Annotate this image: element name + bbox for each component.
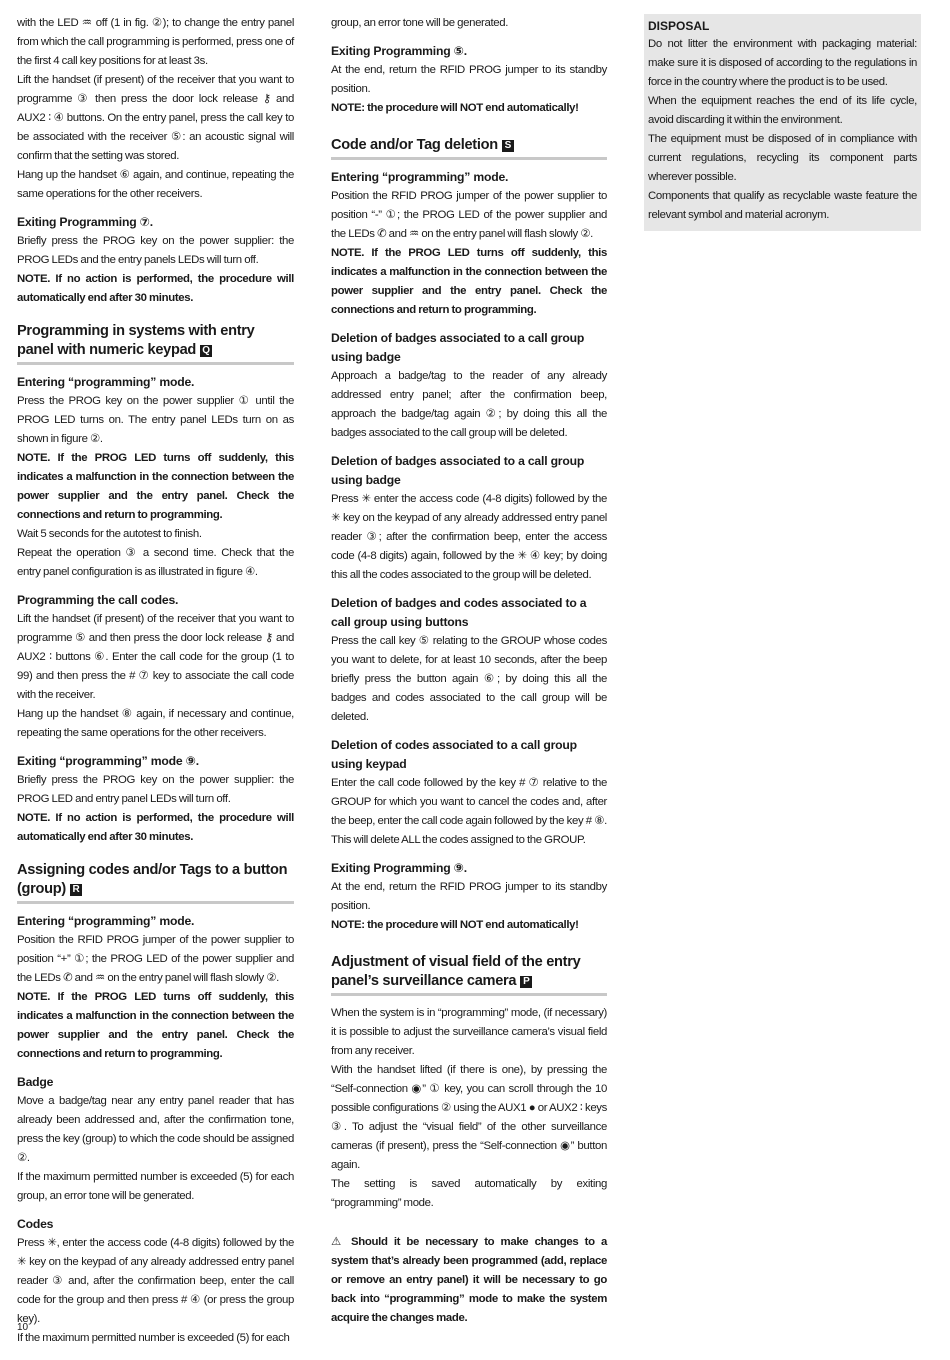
disposal-title: DISPOSAL — [648, 19, 710, 33]
warning-note: ⚠ Should it be necessary to make changes to a system that’s already been programmed (add, replace or remove an entry panel) it will be necessary to go back into “programming” mode to make the system acquire the changes made. — [331, 1236, 607, 1324]
subheading: Entering “programming” mode. — [331, 170, 509, 184]
paragraph: Press the PROG key on the power supplier ① until the PROG LED turns on. The entry panel LEDs turn on as shown in figure ②. — [17, 395, 294, 445]
section-tag: R — [70, 884, 82, 896]
section-heading-text: Assigning codes and/or Tags to a button (group) — [17, 862, 288, 897]
paragraph: Lift the handset (if present) of the receiver that you want to programme ⑤ and then press the door lock release ⚷ and AUX2 ∶ buttons ⑥. Enter the call code for the group (1 to 99) and then press the # ⑦ key to associate the call code with the receiver. — [17, 613, 294, 701]
subheading: Deletion of codes associated to a call group using keypad — [331, 738, 577, 771]
paragraph: Press ✳ enter the access code (4-8 digits) followed by the ✳ key on the keypad of any already addressed entry panel reader ③; after the confirmation beep, enter the access code (4-8 digits) again, followed by the ✳ ④ key; by doing this all the codes associated to the group will be deleted. — [331, 493, 607, 581]
paragraph: Briefly press the PROG key on the power supplier: the PROG LED and entry panel LEDs will turn off. — [17, 774, 294, 805]
column-right — [644, 14, 921, 231]
section-heading — [17, 322, 294, 365]
note: NOTE. If the PROG LED turns off suddenly, this indicates a malfunction in the connection between the power supplier and the entry panel. Check the connections and return to programming. — [17, 452, 294, 521]
subheading: Exiting Programming ⑦. — [17, 215, 153, 229]
section-heading — [17, 861, 294, 904]
paragraph: The setting is saved automatically by exiting “programming” mode. — [331, 1178, 607, 1209]
note: NOTE. If no action is performed, the procedure will automatically end after 30 minutes. — [17, 273, 294, 304]
subheading: Exiting “programming” mode ⑨. — [17, 754, 199, 768]
paragraph: Repeat the operation ③ a second time. Check that the entry panel configuration is as illustrated in figure ④. — [17, 547, 294, 578]
paragraph: If the maximum permitted number is exceeded (5) for each group, an error tone will be generated. — [17, 1171, 294, 1202]
paragraph: Press ✳, enter the access code (4-8 digits) followed by the ✳ key on the keypad of any already addressed entry panel reader ③ and, after the confirmation beep, enter the call code for the group and then press # ④ (or press the group key). — [17, 1237, 294, 1325]
subheading: Badge — [17, 1075, 54, 1089]
paragraph: Wait 5 seconds for the autotest to finish. — [17, 528, 202, 540]
section-heading — [331, 953, 607, 996]
paragraph: Approach a badge/tag to the reader of any already addressed entry panel; after the confirmation beep, approach the badge/tag again ②; by doing this all the badges associated to the call group will be deleted. — [331, 370, 607, 439]
subheading: Codes — [17, 1217, 54, 1231]
note: NOTE. If the PROG LED turns off suddenly, this indicates a malfunction in the connection between the power supplier and the entry panel. Check the connections and return to programming. — [331, 247, 607, 316]
column-middle — [331, 14, 607, 1328]
paragraph: When the system is in “programming” mode, (if necessary) it is possible to adjust the surveillance camera’s visual field from any receiver. — [331, 1007, 607, 1057]
note: NOTE. If the PROG LED turns off suddenly, this indicates a malfunction in the connection between the power supplier and the entry panel. Check the connections and return to programming. — [17, 991, 294, 1060]
section-tag: Q — [200, 345, 212, 357]
note: NOTE: the procedure will NOT end automatically! — [331, 919, 579, 931]
paragraph: Briefly press the PROG key on the power supplier: the PROG LEDs and the entry panels LEDs will turn off. — [17, 235, 294, 266]
paragraph: Hang up the handset ⑧ again, if necessary and continue, repeating the same operations for the other receivers. — [17, 708, 294, 739]
paragraph: Enter the call code followed by the key # ⑦ relative to the GROUP for which you want to cancel the codes and, after the beep, enter the call code again followed by the key # ⑧. This will delete ALL the codes assigned to the GROUP. — [331, 777, 607, 846]
subheading: Programming the call codes. — [17, 593, 179, 607]
subheading: Deletion of badges associated to a call group using badge — [331, 331, 585, 364]
subheading: Deletion of badges associated to a call group using badge — [331, 454, 585, 487]
paragraph: Press the call key ⑤ relating to the GROUP whose codes you want to delete, for at least 10 seconds, after the beep briefly press the button again ⑥; by doing this all the badges and codes associated to the call group will be deleted. — [331, 635, 607, 723]
note: NOTE. If no action is performed, the procedure will automatically end after 30 minutes. — [17, 812, 294, 843]
paragraph: At the end, return the RFID PROG jumper to its standby position. — [331, 881, 607, 912]
subheading: Entering “programming” mode. — [17, 375, 195, 389]
paragraph: With the handset lifted (if there is one), by pressing the “Self-connection ◉” ① key, you can scroll through the 10 possible configurations ② using the AUX1 ● or AUX2 ∶ keys ③. To adjust the “visual field” of the other surveillance cameras (if present), press the “Self-connection ◉” button again. — [331, 1064, 607, 1171]
paragraph: Hang up the handset ⑥ again, and continue, repeating the same operations for the other receivers. — [17, 169, 294, 200]
subheading: Deletion of badges and codes associated to a call group using buttons — [331, 596, 587, 629]
paragraph: with the LED ♒ off (1 in fig. ②); to change the entry panel from which the call programming is performed, press one of the first 4 call key positions for at least 3s. — [17, 17, 294, 67]
paragraph: The equipment must be disposed of in compliance with current regulations, recycling its component parts wherever possible. — [648, 133, 917, 183]
disposal-box — [644, 14, 921, 231]
paragraph: Lift the handset (if present) of the receiver that you want to programme ③ then press the door lock release ⚷ and AUX2 ∶ ④ buttons. On the entry panel, press the call key to be associated with the receiver ⑤: an acoustic signal will confirm that the setting was stored. — [17, 74, 294, 162]
section-tag: P — [520, 976, 532, 988]
subheading: Entering “programming” mode. — [17, 914, 195, 928]
subheading: Exiting Programming ⑤. — [331, 44, 467, 58]
paragraph: Components that qualify as recyclable waste feature the relevant symbol and material acronym. — [648, 190, 917, 221]
paragraph: If the maximum permitted number is exceeded (5) for each — [17, 1332, 290, 1344]
subheading: Exiting Programming ⑨. — [331, 861, 467, 875]
paragraph: group, an error tone will be generated. — [331, 17, 509, 29]
section-heading-text: Programming in systems with entry panel with numeric keypad — [17, 323, 255, 358]
page-number: 10 — [17, 1322, 29, 1333]
paragraph: Do not litter the environment with packaging material: make sure it is disposed of according to the regulations in force in the country where the product is to be used. — [648, 38, 917, 88]
paragraph: At the end, return the RFID PROG jumper to its standby position. — [331, 64, 607, 95]
paragraph: Position the RFID PROG jumper of the power supplier to position “+” ①; the PROG LED of the power supplier and the LEDs ✆ and ♒ on the entry panel will flash slowly ②. — [17, 934, 294, 984]
section-heading-text: Code and/or Tag deletion — [331, 137, 498, 153]
section-tag: S — [502, 140, 514, 152]
column-left — [17, 14, 294, 1348]
paragraph: Move a badge/tag near any entry panel reader that has already been addressed and, after the confirmation tone, press the key (group) to which the code should be assigned ②. — [17, 1095, 294, 1164]
section-heading-text: Adjustment of visual field of the entry panel’s surveillance camera — [331, 954, 581, 989]
note: NOTE: the procedure will NOT end automatically! — [331, 102, 579, 114]
paragraph: When the equipment reaches the end of its life cycle, avoid discarding it within the environment. — [648, 95, 917, 126]
paragraph: Position the RFID PROG jumper of the power supplier to position “-” ①; the PROG LED of the power supplier and the LEDs ✆ and ♒ on the entry panel will flash slowly ②. — [331, 190, 607, 240]
section-heading — [331, 136, 607, 160]
